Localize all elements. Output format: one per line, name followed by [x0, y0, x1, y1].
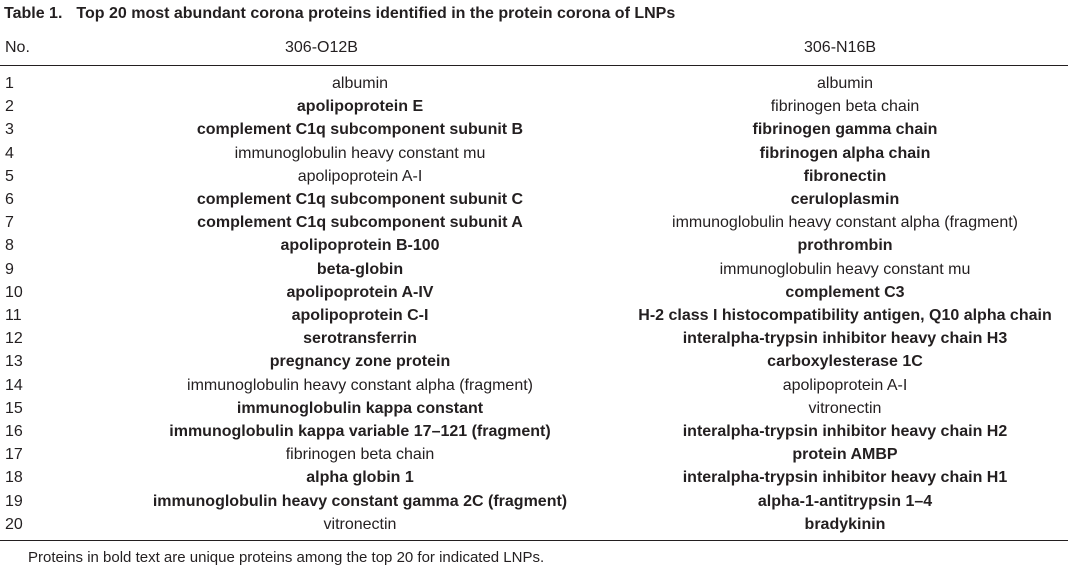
- table-row: [0, 165, 1080, 188]
- cell-306-o12b: complement C1q subcomponent subunit B: [196, 121, 524, 139]
- row-number: 1: [5, 75, 14, 92]
- cell-306-n16b: apolipoprotein A-I: [782, 376, 908, 394]
- cell-306-n16b: interalpha-trypsin inhibitor heavy chain H1: [682, 469, 1008, 487]
- cell-306-o12b: vitronectin: [323, 515, 397, 533]
- cell-306-o12b: alpha globin 1: [306, 469, 414, 487]
- row-number: 2: [5, 98, 14, 116]
- row-number: 11: [5, 307, 22, 324]
- cell-306-n16b: carboxylesterase 1C: [767, 353, 923, 371]
- table-caption: [4, 5, 675, 23]
- table-row: [0, 420, 1080, 443]
- cell-306-n16b: fibronectin: [803, 167, 887, 185]
- table-row: [0, 258, 1080, 281]
- cell-306-n16b: H-2 class I histocompatibility antigen, Q10 alpha chain: [638, 307, 1052, 324]
- row-number: 16: [5, 423, 23, 440]
- table-row: [0, 72, 1080, 95]
- cell-306-o12b: complement C1q subcomponent subunit A: [197, 214, 523, 232]
- table-row: [0, 466, 1080, 489]
- cell-306-o12b: apolipoprotein C-I: [291, 307, 429, 324]
- row-number: 12: [5, 330, 23, 348]
- cell-306-o12b: albumin: [331, 75, 389, 92]
- cell-306-o12b: immunoglobulin kappa variable 17–121 (fragment): [169, 423, 551, 440]
- cell-306-n16b: fibrinogen gamma chain: [752, 121, 938, 139]
- table-row: [0, 142, 1080, 165]
- table-row: [0, 443, 1080, 466]
- table-row: [0, 95, 1080, 118]
- row-number: 4: [5, 144, 14, 162]
- cell-306-o12b: apolipoprotein B-100: [280, 237, 440, 255]
- column-header-no: No.: [5, 39, 30, 56]
- cell-306-o12b: immunoglobulin kappa constant: [236, 399, 484, 417]
- cell-306-n16b: protein AMBP: [792, 446, 898, 464]
- row-number: 15: [5, 399, 23, 417]
- row-number: 19: [5, 492, 23, 510]
- table-row: [0, 513, 1080, 536]
- table-footnote: Proteins in bold text are unique proteins among the top 20 for indicated LNPs.: [28, 549, 545, 566]
- row-number: 9: [5, 260, 14, 278]
- table-row: [0, 234, 1080, 257]
- table-row: [0, 327, 1080, 350]
- table-label: Table 1.: [4, 5, 63, 22]
- cell-306-o12b: fibrinogen beta chain: [285, 446, 435, 464]
- cell-306-o12b: immunoglobulin heavy constant mu: [234, 144, 486, 162]
- column-header-306-o12b: 306-O12B: [285, 39, 358, 56]
- row-number: 5: [5, 167, 14, 185]
- table-row: [0, 374, 1080, 397]
- cell-306-n16b: fibrinogen alpha chain: [759, 144, 931, 162]
- row-number: 13: [5, 353, 23, 371]
- row-number: 3: [5, 121, 14, 139]
- table-row: [0, 188, 1080, 211]
- cell-306-n16b: immunoglobulin heavy constant alpha (fragment): [672, 214, 1018, 232]
- row-number: 10: [5, 283, 23, 301]
- table-row: [0, 211, 1080, 234]
- cell-306-o12b: apolipoprotein E: [296, 98, 424, 116]
- row-number: 20: [5, 515, 23, 533]
- cell-306-n16b: vitronectin: [808, 399, 882, 417]
- row-number: 6: [5, 191, 14, 208]
- cell-306-o12b: complement C1q subcomponent subunit C: [196, 191, 524, 208]
- column-header-306-n16b: 306-N16B: [804, 39, 877, 56]
- row-number: 7: [5, 214, 14, 232]
- cell-306-o12b: apolipoprotein A-IV: [286, 283, 434, 301]
- cell-306-n16b: alpha-1-antitrypsin 1–4: [757, 492, 933, 510]
- cell-306-o12b: immunoglobulin heavy constant gamma 2C (fragment): [152, 492, 568, 510]
- cell-306-n16b: albumin: [816, 75, 874, 92]
- cell-306-n16b: immunoglobulin heavy constant mu: [719, 260, 971, 278]
- row-number: 18: [5, 469, 23, 487]
- table-row: [0, 304, 1080, 327]
- row-number: 14: [5, 376, 23, 394]
- cell-306-n16b: complement C3: [785, 283, 905, 301]
- table-row: [0, 118, 1080, 141]
- table-row: [0, 490, 1080, 513]
- cell-306-n16b: fibrinogen beta chain: [770, 98, 920, 116]
- cell-306-o12b: apolipoprotein A-I: [297, 167, 423, 185]
- table-row: [0, 397, 1080, 420]
- cell-306-o12b: pregnancy zone protein: [269, 353, 451, 371]
- cell-306-o12b: serotransferrin: [303, 330, 417, 348]
- cell-306-n16b: bradykinin: [804, 515, 886, 533]
- header-rule: [0, 65, 1068, 66]
- cell-306-o12b: immunoglobulin heavy constant alpha (fragment): [187, 376, 533, 394]
- table-row: [0, 350, 1080, 373]
- table-title: Top 20 most abundant corona proteins identified in the protein corona of LNPs: [76, 5, 676, 22]
- cell-306-o12b: beta-globin: [316, 260, 404, 278]
- cell-306-n16b: interalpha-trypsin inhibitor heavy chain H3: [682, 330, 1008, 348]
- cell-306-n16b: ceruloplasmin: [790, 191, 900, 208]
- cell-306-n16b: prothrombin: [797, 237, 893, 255]
- cell-306-n16b: interalpha-trypsin inhibitor heavy chain H2: [682, 423, 1008, 440]
- row-number: 17: [5, 446, 23, 464]
- bottom-rule: [0, 540, 1068, 541]
- row-number: 8: [5, 237, 14, 255]
- table-row: [0, 281, 1080, 304]
